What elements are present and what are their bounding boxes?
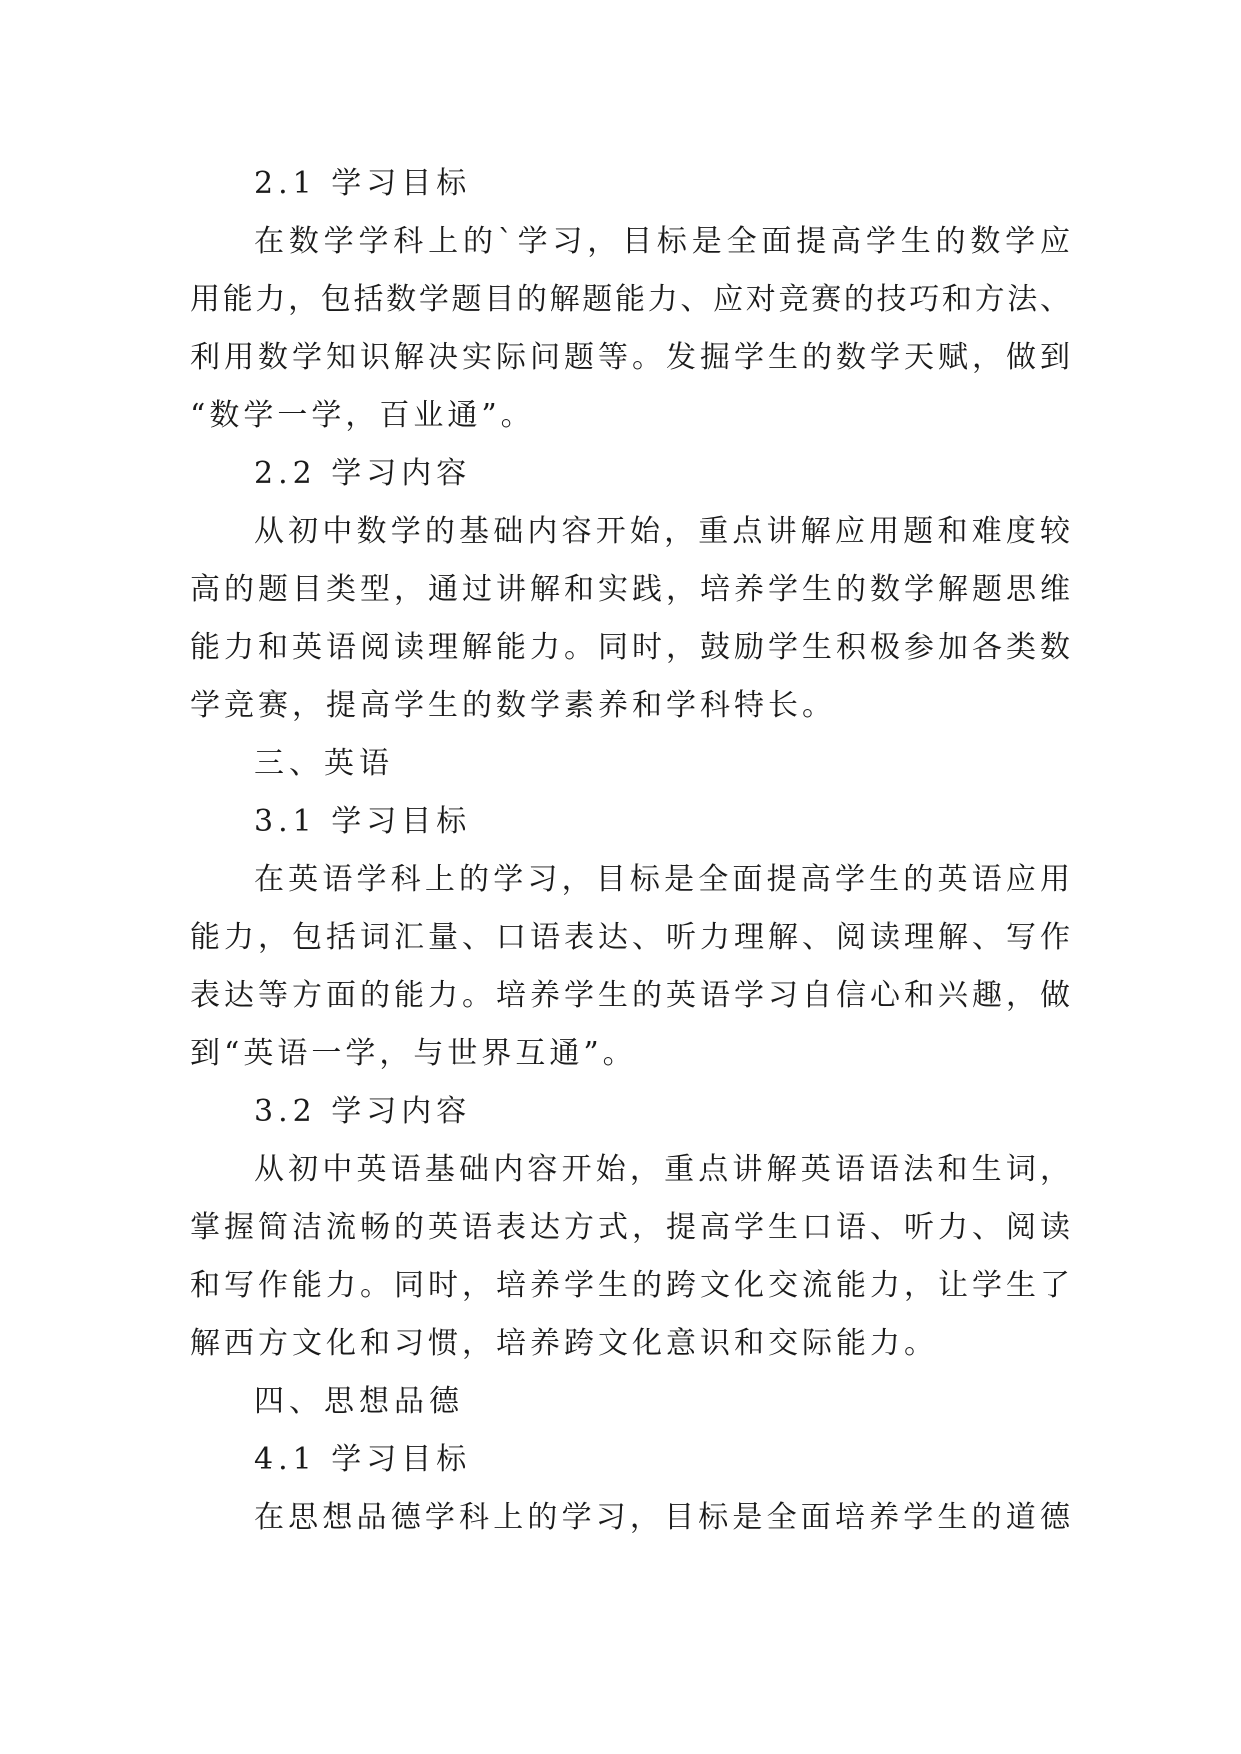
section-heading-3-2: 3.2 学习内容 xyxy=(254,1094,472,1129)
paragraph-line: 用能力，包括数学题目的解题能力、应对竞赛的技巧和方法、 xyxy=(190,282,1070,317)
paragraph-line: 解西方文化和习惯，培养跨文化意识和交际能力。 xyxy=(190,1326,938,1361)
paragraph-line: 能力和英语阅读理解能力。同时，鼓励学生积极参加各类数 xyxy=(190,630,1070,665)
paragraph-line: “数学一学，百业通”。 xyxy=(190,398,535,433)
paragraph-line: 高的题目类型，通过讲解和实践，培养学生的数学解题思维 xyxy=(190,572,1070,607)
paragraph-line: 利用数学知识解决实际问题等。发掘学生的数学天赋，做到 xyxy=(190,340,1070,375)
section-heading-3-1: 3.1 学习目标 xyxy=(254,804,472,839)
paragraph-line: 在思想品德学科上的学习，目标是全面培养学生的道德 xyxy=(254,1500,1070,1535)
paragraph-line: 和写作能力。同时，培养学生的跨文化交流能力，让学生了 xyxy=(190,1268,1070,1303)
paragraph-line: 学竞赛，提高学生的数学素养和学科特长。 xyxy=(190,688,836,723)
paragraph-line: 在英语学科上的学习，目标是全面提高学生的英语应用 xyxy=(254,862,1070,897)
paragraph-line: 能力，包括词汇量、口语表达、听力理解、阅读理解、写作 xyxy=(190,920,1070,955)
chapter-heading-english: 三、英语 xyxy=(254,746,394,781)
paragraph-line: 从初中英语基础内容开始，重点讲解英语语法和生词， xyxy=(254,1152,1070,1187)
paragraph-line: 掌握简洁流畅的英语表达方式，提高学生口语、听力、阅读 xyxy=(190,1210,1070,1245)
paragraph-line: 在数学学科上的`学习，目标是全面提高学生的数学应 xyxy=(254,224,1070,259)
section-heading-4-1: 4.1 学习目标 xyxy=(254,1442,472,1477)
section-heading-2-1: 2.1 学习目标 xyxy=(254,166,472,201)
chapter-heading-morality: 四、思想品德 xyxy=(254,1384,464,1419)
section-heading-2-2: 2.2 学习内容 xyxy=(254,456,472,491)
paragraph-line: 表达等方面的能力。培养学生的英语学习自信心和兴趣，做 xyxy=(190,978,1070,1013)
paragraph-line: 到“英语一学，与世界互通”。 xyxy=(190,1036,637,1071)
paragraph-line: 从初中数学的基础内容开始，重点讲解应用题和难度较 xyxy=(254,514,1070,549)
